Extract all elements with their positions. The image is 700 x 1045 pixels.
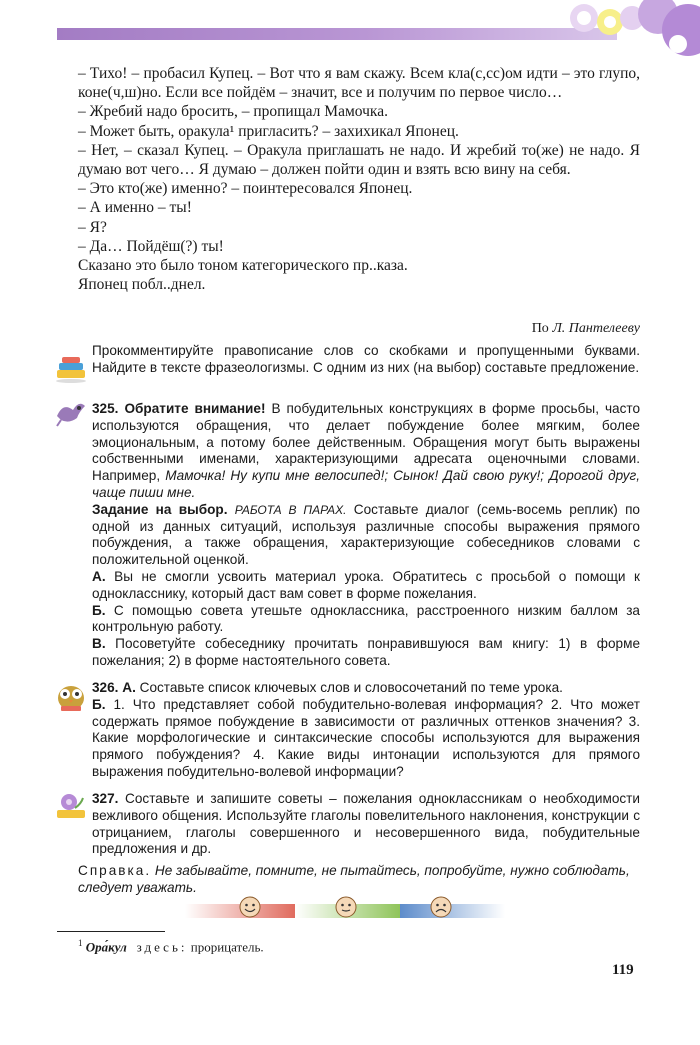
reference-label: Справка. <box>78 863 152 878</box>
reference-text: Не забывайте, помните, не пытайтесь, попробуйте, нужно соблюдать, следует уважать. <box>78 863 630 895</box>
option-b-text: С помощью совета утешьте одноклассника, расстроенного низким баллом за контрольную работу. <box>92 602 640 635</box>
footnote-word: Ора́кул <box>85 939 127 955</box>
story-line: – Да… Пойдёш(?) ты! <box>78 237 224 255</box>
books-icon <box>53 352 89 384</box>
option-b-label: Б. <box>92 602 106 618</box>
task-intro-text: Прокомментируйте правописание слов со скобками и пропущенными буквами. Найдите в тексте фразеологизмы. С одним из них (на выбор) составьте предложение. <box>92 343 640 375</box>
option-v-text: Посоветуйте собеседнику прочитать понравившуюся вам книгу: 1) в форме пожелания; 2) в форме настоятельного совета. <box>92 636 641 668</box>
choice-text: Составьте диалог (семь-восемь реплик) по одной из данных ситуаций, используя различные способы выражения прямого побуждения, а также обращения, характеризующие собеседников словами с положительной оценкой. <box>92 501 640 568</box>
attribution <box>532 321 640 337</box>
option-a-label: А. <box>92 568 106 584</box>
exercise-heading: Обратите внимание! <box>124 401 266 416</box>
exercise-text: Составьте и запишите советы – пожелания одноклассникам о необходимости вежливого общения. Используйте глаголы повелительного наклонения, конструкции с отрицанием, глаголы совершенного и несовершенного вида, побудительные предложения и др. <box>92 791 640 857</box>
pairs-label: РАБОТА В ПАРАХ. <box>234 502 347 517</box>
exercise-body: В побудительных конструкциях в форме просьбы, часто используются обращения, что делает побуждение более мягким, более эмоциональным, а потому более действенным. Обращения могут быть выражены собственными именами, характеризующими адресата оценочными словами. Например, <box>92 401 641 484</box>
footnote <box>78 938 264 955</box>
smiling-face-icon <box>238 895 262 919</box>
footnote-mark: 1 <box>78 938 83 948</box>
story-line: – Это кто(же) именно? – поинтересовался Японец. <box>78 180 413 198</box>
exercise-number: 325. <box>92 401 119 416</box>
snail-books-icon <box>53 790 89 822</box>
exercise-326 <box>92 680 640 781</box>
option-b-label: Б. <box>92 696 106 712</box>
option-a-label: А. <box>122 680 136 695</box>
choice-label: Задание на выбор. <box>92 501 228 517</box>
footnote-divider <box>57 931 165 932</box>
story-line: – Тихо! – пробасил Купец. – Вот что я вам скажу. Всем кла(с,сс)ом идти – это глупо, коне(ч,ш)но. Если все пойдём – значит, все и получим по первое число… <box>78 65 640 102</box>
option-b-text: 1. Что представляет собой побудительно-волевая информация? 2. Что может содержать прямое побуждение в зависимости от различных оттенков значения? 3. Какие морфологические и синтаксические способы используются для выражения прямого побуждения? 4. Какие виды интонации используются для прямого выражения побудительно-волевой информации? <box>92 696 641 779</box>
story-line: – Я? <box>78 218 107 236</box>
attribution-prefix: По <box>531 321 549 336</box>
option-a-text: Составьте список ключевых слов и словосочетаний по теме урока. <box>139 680 563 695</box>
sad-face-icon <box>429 895 453 919</box>
task-intro <box>92 343 640 377</box>
reference-note <box>78 862 640 896</box>
exercise-number: 326. <box>92 680 119 695</box>
story-line: Японец побл..днел. <box>78 276 206 294</box>
page-number: 119 <box>612 962 634 978</box>
exercise-examples: Мамочка! Ну купи мне велосипед!; Сынок! Дай свою руку!; Дорогой друг, чаще пиши мне. <box>92 468 640 500</box>
option-v-label: В. <box>92 636 106 652</box>
exercise-number: 327. <box>92 791 119 806</box>
story-line: – А именно – ты! <box>78 199 192 217</box>
neutral-face-icon <box>334 895 358 919</box>
exercise-325 <box>92 401 640 670</box>
decorative-circles <box>528 0 700 60</box>
story-text <box>78 64 640 294</box>
footnote-spaced: здесь: <box>136 939 188 955</box>
story-line: – Может быть, оракула¹ пригласить? – захихикал Японец. <box>78 122 459 140</box>
option-a-text: Вы не смогли усвоить материал урока. Обратитесь с просьбой о помощи к однокласснику, который даст вам совет в форме пожелания. <box>92 568 641 601</box>
attribution-author: Л. Пантелееву <box>552 321 640 336</box>
story-line: – Нет, – сказал Купец. – Оракула приглашать не надо. И жребий то(же) не надо. Я думаю вот чего… Я думаю – должен пойти один и взять всю вину на себя. <box>78 141 640 179</box>
owl-icon <box>53 680 89 712</box>
exercise-327 <box>92 791 640 858</box>
footnote-meaning: прорицатель. <box>190 939 264 955</box>
bird-icon <box>53 398 89 430</box>
story-line: Сказано это было тоном категорического пр..каза. <box>78 257 408 275</box>
story-line: – Жребий надо бросить, – пропищал Мамочка. <box>78 103 388 121</box>
